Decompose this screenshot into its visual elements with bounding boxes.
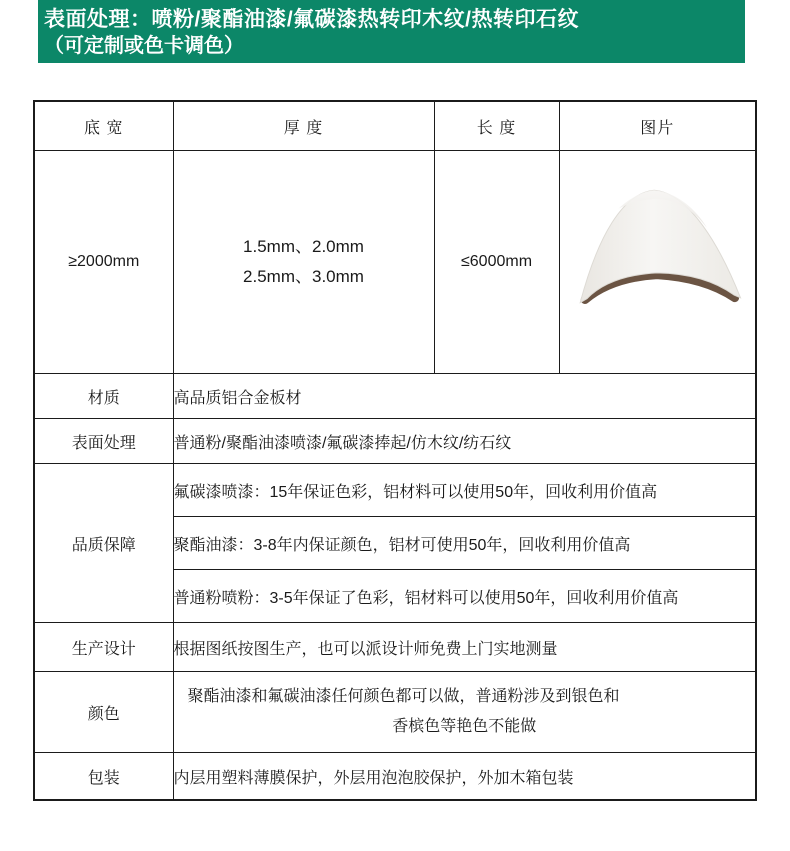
col-header-image: 图片 — [559, 101, 756, 151]
row-label-surface-treatment: 表面处理 — [34, 419, 173, 464]
surface-treatment-value: 普通粉/聚酯油漆喷漆/氟碳漆捧起/仿木纹/纺石纹 — [173, 419, 756, 464]
surface-treatment-row — [34, 419, 756, 464]
quality-guarantee-value-1: 氟碳漆喷漆：15年保证色彩，铝材料可以使用50年，回收利用价值高 — [173, 464, 756, 517]
color-value-line-1: 聚酯油漆和氟碳油漆任何颜色都可以做，普通粉涉及到银色和 — [187, 688, 620, 705]
spec-table — [33, 100, 757, 801]
col-header-thickness: 厚 度 — [173, 101, 434, 151]
dimensions-row — [34, 151, 756, 374]
row-label-production-design: 生产设计 — [34, 623, 173, 672]
packaging-row — [34, 753, 756, 801]
length-value: ≤6000mm — [434, 151, 559, 374]
row-label-quality-guarantee: 品质保障 — [34, 464, 173, 623]
col-header-length: 长 度 — [434, 101, 559, 151]
col-header-bottom-width: 底 宽 — [34, 101, 173, 151]
color-row — [34, 672, 756, 753]
production-design-row — [34, 623, 756, 672]
production-design-value: 根据图纸按图生产，也可以派设计师免费上门实地测量 — [173, 623, 756, 672]
color-value — [173, 672, 756, 753]
row-label-packaging: 包装 — [34, 753, 173, 801]
material-value: 高品质铝合金板材 — [173, 374, 756, 419]
curved-panel-illustration — [561, 149, 753, 365]
product-photo-cell — [559, 151, 756, 374]
thickness-line-2: 2.5mm、3.0mm — [243, 267, 364, 286]
banner-line-2: （可定制或色卡调色） — [44, 35, 244, 57]
row-label-material: 材质 — [34, 374, 173, 419]
material-row — [34, 374, 756, 419]
spec-header-row — [34, 101, 756, 151]
row-label-color: 颜色 — [34, 672, 173, 753]
quality-guarantee-value-2: 聚酯油漆：3-8年内保证颜色，铝材可使用50年，回收利用价值高 — [173, 517, 756, 570]
surface-treatment-banner — [38, 0, 745, 63]
curved-panel-photo — [561, 149, 753, 370]
banner-line-1: 表面处理：喷粉/聚酯油漆/氟碳漆热转印木纹/热转印石纹 — [44, 8, 580, 31]
thickness-value — [173, 151, 434, 374]
quality-guarantee-row-1 — [34, 464, 756, 517]
packaging-value: 内层用塑料薄膜保护，外层用泡泡胶保护，外加木箱包装 — [173, 753, 756, 801]
thickness-line-1: 1.5mm、2.0mm — [243, 237, 364, 256]
quality-guarantee-value-3: 普通粉喷粉：3-5年保证了色彩，铝材料可以使用50年，回收利用价值高 — [173, 570, 756, 623]
color-value-line-2: 香槟色等艳色不能做 — [392, 718, 537, 735]
bottom-width-value: ≥2000mm — [34, 151, 173, 374]
